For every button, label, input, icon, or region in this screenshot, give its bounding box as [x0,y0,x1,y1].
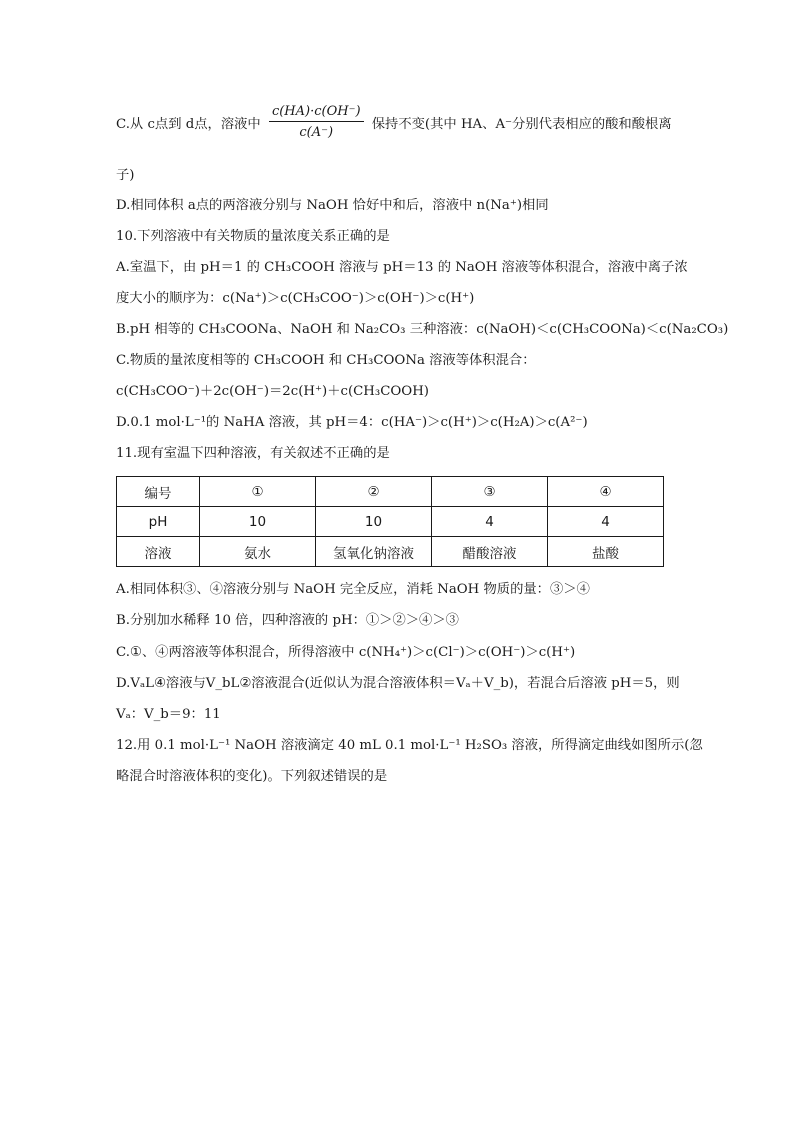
q12-stem-line2: 略混合时溶液体积的变化)。下列叙述错误的是 [116,769,388,784]
table-cell: 氨水 [200,537,316,567]
q9-fraction [269,104,364,140]
table-row [117,477,664,507]
q11-option-b: B.分别加水稀释 10 倍，四种溶液的 pH：①＞②＞④＞③ [116,613,459,628]
table-cell: 10 [316,507,432,537]
q11-option-a: A.相同体积③、④溶液分别与 NaOH 完全反应，消耗 NaOH 物质的量：③＞④ [116,582,590,597]
q11-option-d-line2: Vₐ：V_b＝9：11 [116,707,221,722]
table-cell: 醋酸溶液 [432,537,548,567]
q10-option-a-line1: A.室温下，由 pH＝1 的 CH₃COOH 溶液与 pH＝13 的 NaOH 溶液等体积混合，溶液中离子浓 [116,260,688,275]
q11-option-c: C.①、④两溶液等体积混合，所得溶液中 c(NH₄⁺)＞c(Cl⁻)＞c(OH⁻)＞c(H⁺) [116,645,576,660]
q9-fraction-denominator: c(A⁻) [299,125,334,140]
table-cell: 4 [548,507,664,537]
q9-fraction-numerator: c(HA)·c(OH⁻) [269,104,364,122]
table-cell: 10 [200,507,316,537]
q10-option-c-line1: C.物质的量浓度相等的 CH₃COOH 和 CH₃COONa 溶液等体积混合： [116,353,536,368]
q10-stem: 10.下列溶液中有关物质的量浓度关系正确的是 [116,229,390,244]
table-cell: ④ [548,477,664,507]
table-cell: 氢氧化钠溶液 [316,537,432,567]
table-cell: ③ [432,477,548,507]
q9-option-d: D.相同体积 a点的两溶液分别与 NaOH 恰好中和后，溶液中 n(Na⁺)相同 [116,198,549,213]
table-cell: 4 [432,507,548,537]
q10-option-b: B.pH 相等的 CH₃COONa、NaOH 和 Na₂CO₃ 三种溶液：c(NaOH)＜c(CH₃COONa)＜c(Na₂CO₃) [116,322,729,337]
table-cell: pH [117,507,200,537]
q10-option-c-line2: c(CH₃COO⁻)＋2c(OH⁻)＝2c(H⁺)＋c(CH₃COOH) [116,384,429,399]
table-row [117,507,664,537]
table-cell: ② [316,477,432,507]
q10-option-a-line2: 度大小的顺序为：c(Na⁺)＞c(CH₃COO⁻)＞c(OH⁻)＞c(H⁺) [116,291,475,306]
q10-option-d: D.0.1 mol·L⁻¹的 NaHA 溶液，其 pH＝4：c(HA⁻)＞c(H⁺)＞c(H₂A)＞c(A²⁻) [116,415,588,430]
table-cell: ① [200,477,316,507]
table-cell: 编号 [117,477,200,507]
q11-option-d-line1: D.VₐL④溶液与V_bL②溶液混合(近似认为混合溶液体积＝Vₐ＋V_b)，若混合后溶液 pH＝5，则 [116,676,680,691]
q9-option-c-prefix: C.从 c点到 d点，溶液中 [116,116,261,132]
table-cell: 盐酸 [548,537,664,567]
q12-stem-line1: 12.用 0.1 mol·L⁻¹ NaOH 溶液滴定 40 mL 0.1 mol·L⁻¹ H₂SO₃ 溶液，所得滴定曲线如图所示(忽 [116,738,703,753]
q9-option-c-continuation: 子) [116,168,135,183]
q9-option-c [116,104,672,152]
q9-option-c-suffix: 保持不变(其中 HA、A⁻分别代表相应的酸和酸根离 [371,116,672,132]
q11-table [116,476,664,567]
table-cell: 溶液 [117,537,200,567]
q11-stem: 11.现有室温下四种溶液，有关叙述不正确的是 [116,446,390,461]
table-row [117,537,664,567]
